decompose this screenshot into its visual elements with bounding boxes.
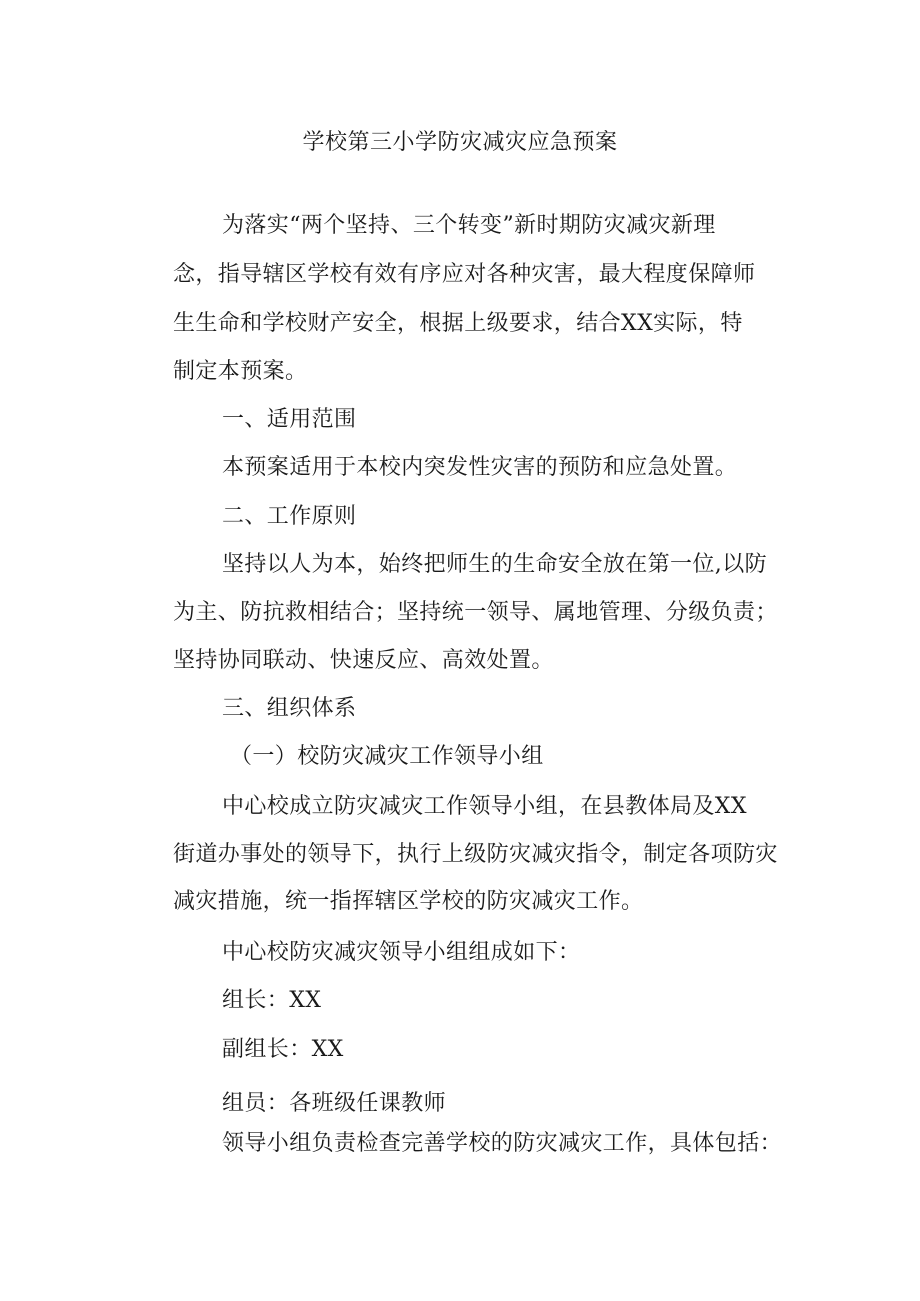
members-line: 组员：各班级任课教师	[222, 1091, 447, 1116]
document-title: 学校第三小学防灾减灾应急预案	[302, 130, 618, 155]
intro-line-3: 生生命和学校财产安全，根据上级要求，结合XX实际，特	[173, 311, 743, 336]
deputy-leader-line: 副组长：XX	[222, 1037, 344, 1062]
section1-text: 本预案适用于本校内突发性灾害的预防和应急处置。	[222, 455, 738, 480]
duties-intro-line: 领导小组负责检查完善学校的防灾减灾工作，具体包括：	[222, 1131, 783, 1156]
subsection1-text-line-1: 中心校成立防灾减灾工作领导小组，在县教体局及XX	[222, 794, 747, 819]
group-intro: 中心校防灾减灾领导小组组成如下：	[222, 940, 581, 965]
section1-heading: 一、适用范围	[222, 407, 357, 432]
subsection1-text-line-3: 减灾措施，统一指挥辖区学校的防灾减灾工作。	[173, 889, 644, 914]
section2-text-line-1: 坚持以人为本，始终把师生的生命安全放在第一位,以防	[222, 552, 767, 577]
subsection1-heading: （一）校防灾减灾工作领导小组	[230, 744, 544, 769]
leader-line: 组长：XX	[222, 988, 322, 1013]
intro-line-4: 制定本预案。	[173, 359, 308, 384]
section2-heading: 二、工作原则	[222, 504, 357, 529]
subsection1-text-line-2: 街道办事处的领导下，执行上级防灾减灾指令，制定各项防灾	[173, 842, 778, 867]
section2-text-line-3: 坚持协同联动、快速反应、高效处置。	[173, 648, 554, 673]
intro-line-2: 念，指导辖区学校有效有序应对各种灾害，最大程度保障师	[173, 262, 756, 287]
intro-line-1: 为落实“两个坚持、三个转变”新时期防灾减灾新理	[222, 213, 716, 238]
section3-heading: 三、组织体系	[222, 696, 357, 721]
section2-text-line-2: 为主、防抗救相结合；坚持统一领导、属地管理、分级负责；	[173, 600, 778, 625]
